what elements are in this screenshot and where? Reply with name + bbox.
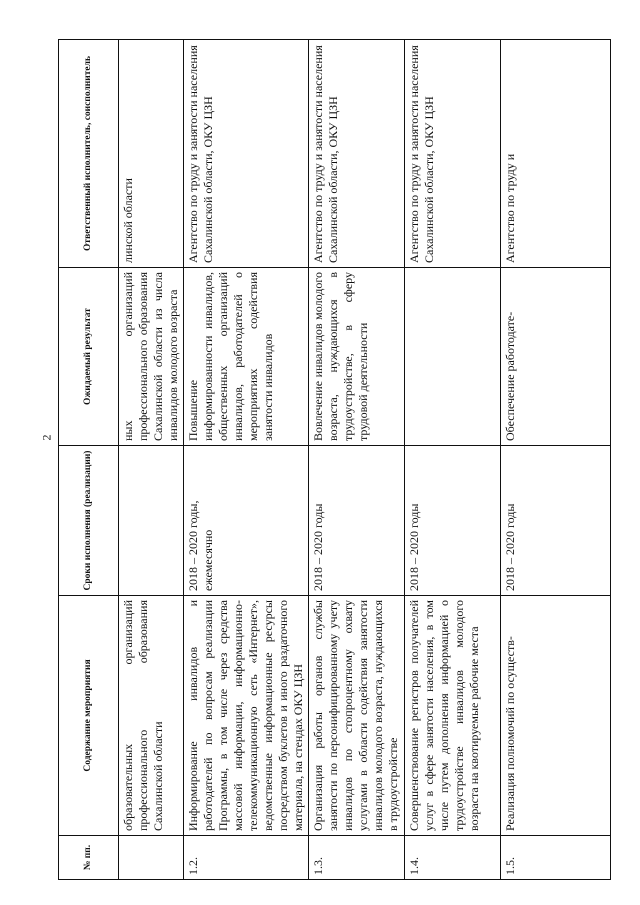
cell-content: Совершенствование регистров получателей услуг в сфере занятости населения, в том числе путем дополнения информацией о трудоустройстве инвалидов молодого возраста на квотируемые рабочие места: [405, 596, 501, 836]
cell-num: 1.4.: [405, 836, 501, 880]
table-row: [501, 40, 611, 880]
cell-content: образовательных организаций профессионального образования Сахалинской области: [119, 596, 184, 836]
header-result: Ожидаемый результат: [59, 268, 119, 446]
cell-result: Вовлечение инвалидов молодого возраста, нуждающихся в трудоустройстве, в сферу трудовой деятельности: [309, 268, 405, 446]
cell-responsible: линской области: [119, 40, 184, 268]
cell-content: Информирование инвалидов и работодателей по вопросам реализации Программы, в том числе через средства массовой информации, информационно-телекоммуникационную сеть «Интернет», ведомственные информационные ресурсы посредством буклетов и иного раздаточного материала, на стендах ОКУ ЦЗН: [184, 596, 309, 836]
header-terms: Сроки исполнения (реализации): [59, 446, 119, 596]
cell-num: [119, 836, 184, 880]
cell-num: 1.5.: [501, 836, 611, 880]
table-header-row: [59, 40, 119, 880]
cell-num: 1.3.: [309, 836, 405, 880]
cell-result: ных организаций профессионального образования Сахалинской области из числа инвалидов молодого возраста: [119, 268, 184, 446]
cell-terms: 2018 – 2020 годы, ежемесячно: [184, 446, 309, 596]
cell-responsible: Агентство по труду и занятости населения Сахалинской области, ОКУ ЦЗН: [405, 40, 501, 268]
header-num: № пп.: [59, 836, 119, 880]
cell-content: Организация работы органов службы занятости по персонифицированному учету инвалидов по стопроцентному охвату услугами в области содействия занятости инвалидов молодого возраста, нуждающихся в трудоустройстве: [309, 596, 405, 836]
cell-terms: 2018 – 2020 годы: [501, 446, 611, 596]
cell-result: [405, 268, 501, 446]
page-number: 2: [39, 434, 54, 441]
rotated-table-container: [58, 40, 586, 880]
cell-responsible: Агентство по труду и занятости населения Сахалинской области, ОКУ ЦЗН: [309, 40, 405, 268]
header-responsible: Ответственный исполнитель, соисполнитель: [59, 40, 119, 268]
measures-table: [58, 39, 611, 880]
cell-responsible: Агентство по труду и занятости населения Сахалинской области, ОКУ ЦЗН: [184, 40, 309, 268]
table-row: [309, 40, 405, 880]
table-row: [119, 40, 184, 880]
header-content: Содержание мероприятия: [59, 596, 119, 836]
cell-terms: 2018 – 2020 годы: [405, 446, 501, 596]
cell-terms: [119, 446, 184, 596]
cell-result: Повышение информированности инвалидов, общественных организаций инвалидов, работодателей о мероприятиях содействия занятости инвалидов: [184, 268, 309, 446]
table-row: [184, 40, 309, 880]
cell-num: 1.2.: [184, 836, 309, 880]
cell-responsible: Агентство по труду и: [501, 40, 611, 268]
cell-terms: 2018 – 2020 годы: [309, 446, 405, 596]
table-row: [405, 40, 501, 880]
cell-result: Обеспечение работодате-: [501, 268, 611, 446]
cell-content: Реализация полномочий по осуществ-: [501, 596, 611, 836]
